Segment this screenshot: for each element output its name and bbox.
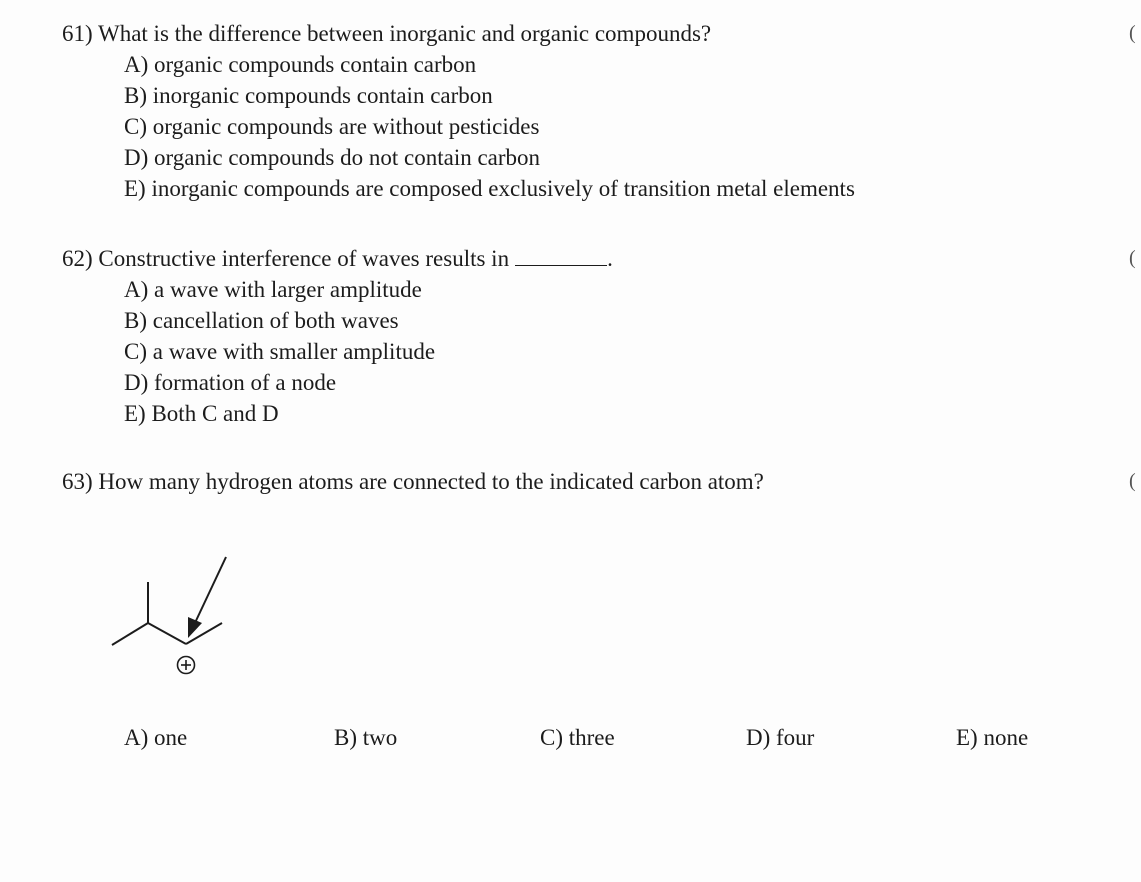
edge-mark: ( [1129,470,1136,492]
arrow-shaft [194,557,226,625]
question-62-option-d: D) formation of a node [124,370,337,395]
question-63-option-e: E) none [956,725,1029,750]
question-63-option-c: C) three [540,725,615,750]
question-63-prompt: 63) How many hydrogen atoms are connected to the indicated carbon atom? [62,469,764,494]
question-62-prompt: 62) Constructive interference of waves results in [62,246,510,271]
question-61-option-d: D) organic compounds do not contain carbon [124,145,541,170]
question-61-option-c: C) organic compounds are without pesticides [124,114,540,139]
edge-mark: ( [1129,247,1136,269]
question-61-option-b: B) inorganic compounds contain carbon [124,83,493,108]
bond-to-indicated-carbon [148,623,186,644]
question-62-prompt-line [62,243,613,274]
question-62-option-c: C) a wave with smaller amplitude [124,339,436,364]
carbocation-structure-icon [100,545,240,685]
question-62-option-e: E) Both C and D [124,401,279,426]
question-61-option-a: A) organic compounds contain carbon [124,52,477,77]
bond-left [112,623,148,645]
question-61-option-e: E) inorganic compounds are composed exclusively of transition metal elements [124,176,855,201]
question-62-option-b: B) cancellation of both waves [124,308,399,333]
answer-blank [515,245,607,266]
question-62-period: . [607,246,613,271]
question-61-prompt: 61) What is the difference between inorganic and organic compounds? [62,21,712,46]
edge-mark: ( [1129,22,1136,44]
question-63-option-a: A) one [124,725,188,750]
question-63-option-b: B) two [334,725,398,750]
question-62-option-a: A) a wave with larger amplitude [124,277,422,302]
question-63-option-d: D) four [746,725,815,750]
